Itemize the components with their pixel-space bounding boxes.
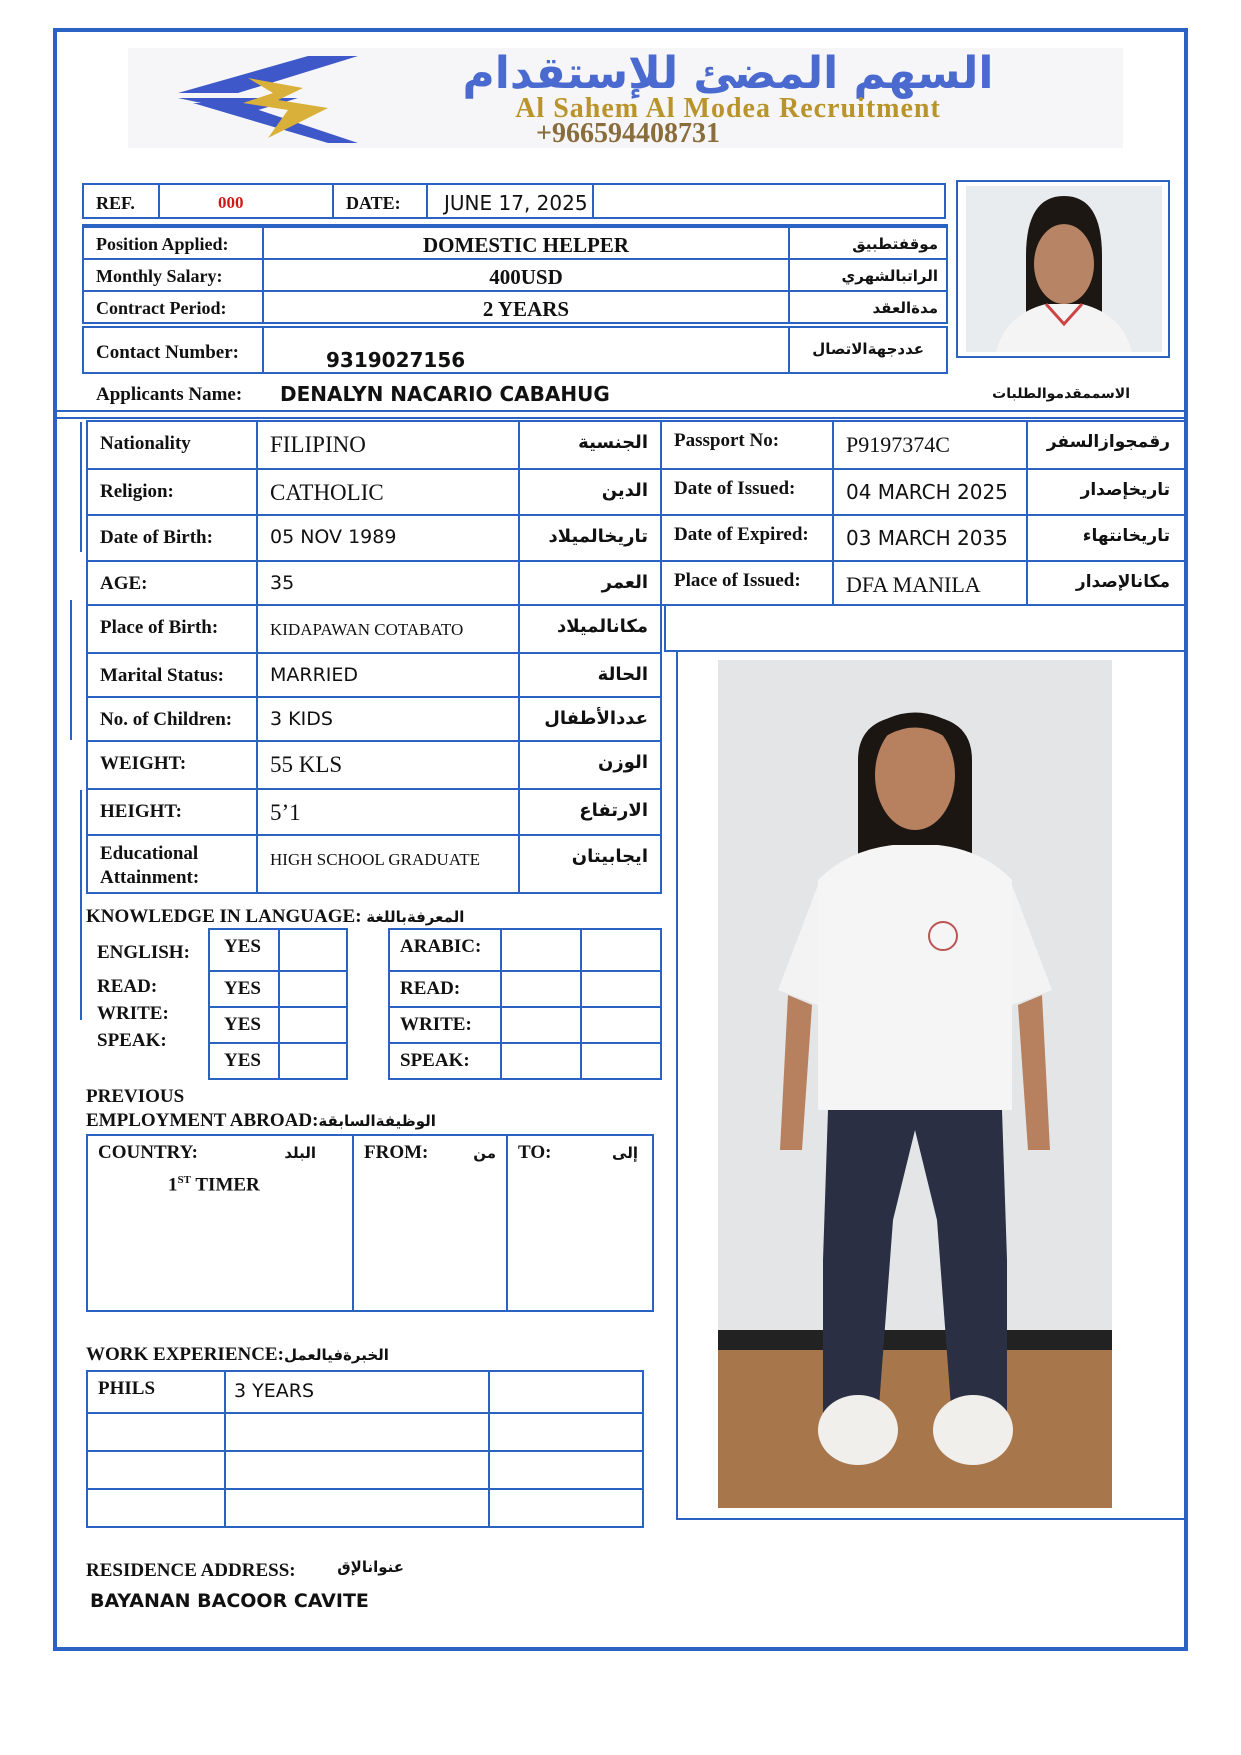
english-label: ENGLISH: — [97, 942, 190, 963]
top-row-arabic-cell — [788, 290, 948, 324]
arabic-skill-label: SPEAK: — [400, 1050, 470, 1071]
work-cell — [86, 1412, 226, 1452]
arabic-skill-label: WRITE: — [400, 1014, 472, 1035]
english-write-label: WRITE: — [97, 1003, 169, 1024]
work-cell — [86, 1488, 226, 1528]
employment-cell — [506, 1202, 654, 1240]
employment-cell — [86, 1166, 354, 1204]
personal-label-cell — [86, 740, 258, 790]
applicant-name-arabic: الاسممقدموالطلبات — [992, 386, 1130, 402]
passport-arabic-cell — [1026, 420, 1186, 470]
english-yes-cell — [208, 970, 280, 1008]
english-blank-cell — [278, 1042, 348, 1080]
english-yes-value: YES — [224, 1050, 261, 1071]
passport-value-cell — [832, 468, 1028, 516]
passport-label: Passport No: — [674, 430, 780, 451]
personal-value: CATHOLIC — [270, 480, 384, 505]
employment-cell — [506, 1274, 654, 1312]
personal-arabic-cell — [518, 740, 662, 790]
arabic-skill-label: ARABIC: — [400, 936, 482, 957]
personal-arabic: مكانالميلاد — [557, 616, 648, 637]
work-cell — [224, 1488, 490, 1528]
arabic-skill-label-cell — [388, 1006, 502, 1044]
contact-value-cell — [262, 326, 790, 374]
arabic-skill-label: READ: — [400, 978, 461, 999]
separator-line-2 — [53, 417, 1188, 419]
personal-arabic: الجنسية — [578, 432, 648, 453]
ref-label-cell: REF. — [82, 183, 160, 219]
date-label-cell: DATE: — [332, 183, 428, 219]
date-value: JUNE 17, 2025 — [444, 191, 588, 215]
arabic-blank-cell — [500, 970, 582, 1008]
top-row-label: Monthly Salary: — [96, 266, 223, 286]
left-margin-line — [80, 422, 82, 552]
work-cell — [488, 1370, 644, 1414]
top-row-label: Position Applied: — [96, 234, 229, 254]
passport-arabic-cell — [1026, 560, 1186, 606]
personal-arabic-cell — [518, 788, 662, 836]
personal-arabic-cell — [518, 468, 662, 516]
work-country: PHILS — [98, 1378, 156, 1399]
personal-value: KIDAPAWAN COTABATO — [270, 620, 464, 639]
employment-cell — [506, 1238, 654, 1276]
passport-value: P9197374C — [846, 432, 950, 457]
passport-value-cell — [832, 514, 1028, 562]
arabic-blank-cell — [500, 928, 582, 972]
left-margin-line-3 — [80, 790, 82, 1020]
personal-label-cell — [86, 468, 258, 516]
english-blank-cell — [278, 928, 348, 972]
contact-value: 9319027156 — [326, 348, 466, 372]
employment-cell — [352, 1238, 508, 1276]
top-row-arabic: موقفتطبيق — [852, 235, 938, 253]
personal-arabic-cell — [518, 652, 662, 698]
company-logo-arrow-icon — [148, 48, 378, 148]
arabic-blank-cell — [580, 1006, 662, 1044]
top-row-value: 400USD — [489, 265, 563, 289]
passport-value-cell — [832, 420, 1028, 470]
personal-value-cell — [256, 514, 520, 562]
personal-label: AGE: — [100, 573, 148, 594]
personal-label-cell — [86, 834, 258, 894]
personal-arabic-cell — [518, 514, 662, 562]
personal-label: Religion: — [100, 481, 174, 502]
personal-value: 5’1 — [270, 800, 301, 825]
personal-label: WEIGHT: — [100, 753, 187, 774]
passport-label-cell — [660, 420, 834, 470]
date-value-cell — [426, 183, 594, 219]
personal-value: 55 KLS — [270, 752, 343, 777]
english-yes-value: YES — [224, 978, 261, 999]
top-row-value-cell — [262, 226, 790, 260]
passport-arabic: تاريخإصدار — [1080, 480, 1170, 500]
personal-arabic-cell — [518, 604, 662, 654]
english-yes-cell — [208, 928, 280, 972]
language-title: KNOWLEDGE IN LANGUAGE: المعرفةباللغة — [86, 906, 465, 927]
company-phone: +966594408731 — [536, 118, 720, 149]
employment-title-1: PREVIOUS — [86, 1086, 185, 1107]
arabic-skill-label-cell — [388, 928, 502, 972]
passport-label: Date of Issued: — [674, 478, 796, 499]
employment-cell — [352, 1202, 508, 1240]
residence-value: BAYANAN BACOOR CAVITE — [90, 1590, 369, 1612]
top-row-arabic-cell — [788, 226, 948, 260]
ref-value-cell — [158, 183, 334, 219]
applicant-name-value: DENALYN NACARIO CABAHUG — [280, 382, 610, 406]
personal-label: Nationality — [100, 433, 191, 454]
personal-value-cell — [256, 468, 520, 516]
top-row-label-cell — [82, 258, 264, 292]
personal-value-cell — [256, 420, 520, 470]
ref-value: 000 — [218, 193, 244, 212]
passport-value-cell — [832, 560, 1028, 606]
employment-cell — [86, 1202, 354, 1240]
personal-label-cell — [86, 514, 258, 562]
employment-cell — [506, 1166, 654, 1204]
personal-label-cell — [86, 560, 258, 606]
personal-label-cell — [86, 604, 258, 654]
work-cell — [488, 1412, 644, 1452]
personal-label-cell — [86, 652, 258, 698]
employment-cell — [352, 1274, 508, 1312]
employment-cell — [86, 1238, 354, 1276]
residence-label-arabic: عنوانالإق — [337, 1558, 404, 1576]
personal-arabic: عددالأطفال — [544, 708, 648, 729]
passport-arabic: مكانالإصدار — [1075, 572, 1170, 592]
passport-arabic: رقمجوازالسفر — [1046, 432, 1170, 452]
top-row-label-cell — [82, 226, 264, 260]
separator-line — [53, 410, 1188, 412]
personal-label-cell — [86, 420, 258, 470]
work-cell — [488, 1488, 644, 1528]
contact-ar-cell: عددجهةالاتصال — [788, 326, 948, 374]
top-row-value: 2 YEARS — [482, 297, 570, 321]
personal-label: No. of Children: — [100, 709, 233, 730]
work-cell — [488, 1450, 644, 1490]
company-name-arabic: السهم المضئ للإستقدام — [462, 48, 994, 99]
passport-label: Date of Expired: — [674, 524, 809, 545]
english-speak-label: SPEAK: — [97, 1030, 167, 1051]
personal-value: MARRIED — [270, 664, 359, 686]
left-margin-line-2 — [70, 600, 72, 740]
personal-arabic-cell — [518, 420, 662, 470]
passport-value: 04 MARCH 2025 — [846, 480, 1008, 504]
personal-value: 05 NOV 1989 — [270, 526, 397, 548]
employment-to-header: TO: إلى — [506, 1134, 654, 1168]
english-yes-cell — [208, 1006, 280, 1044]
personal-value: HIGH SCHOOL GRADUATE — [270, 850, 480, 869]
top-row-arabic: الراتبالشهري — [841, 267, 938, 285]
personal-arabic: العمر — [601, 572, 648, 593]
english-yes-value: YES — [224, 1014, 261, 1035]
passport-arabic-cell — [1026, 468, 1186, 516]
personal-arabic-cell — [518, 560, 662, 606]
work-cell — [86, 1370, 226, 1414]
top-row-arabic: مدةالعقد — [872, 299, 938, 317]
work-cell — [224, 1370, 490, 1414]
work-years: 3 YEARS — [234, 1380, 314, 1402]
top-row-value-cell — [262, 258, 790, 292]
personal-arabic: الدين — [601, 480, 648, 501]
english-blank-cell — [278, 970, 348, 1008]
arabic-skill-label-cell — [388, 1042, 502, 1080]
passport-value: DFA MANILA — [846, 572, 981, 597]
arabic-skill-label-cell — [388, 970, 502, 1008]
personal-value-cell — [256, 740, 520, 790]
personal-arabic: الارتفاع — [579, 800, 648, 821]
top-row-label-cell — [82, 290, 264, 324]
passport-arabic-cell — [1026, 514, 1186, 562]
personal-label: HEIGHT: — [100, 801, 182, 822]
date-blank-cell — [592, 183, 946, 219]
passport-label-cell — [660, 468, 834, 516]
personal-label: Marital Status: — [100, 665, 225, 686]
english-yes-cell — [208, 1042, 280, 1080]
body-photo — [718, 660, 1112, 1508]
passport-label: Place of Issued: — [674, 570, 801, 591]
arabic-blank-cell — [500, 1006, 582, 1044]
applicant-name-label: Applicants Name: — [96, 384, 243, 405]
residence-label: RESIDENCE ADDRESS: — [86, 1560, 296, 1581]
personal-value-cell — [256, 696, 520, 742]
employment-cell — [352, 1166, 508, 1204]
personal-value-cell — [256, 560, 520, 606]
arabic-blank-cell — [500, 1042, 582, 1080]
work-cell — [86, 1450, 226, 1490]
top-row-label: Contract Period: — [96, 298, 227, 318]
work-cell — [224, 1412, 490, 1452]
employment-first-row: 1ST TIMER — [168, 1174, 260, 1196]
personal-arabic: الوزن — [598, 752, 648, 773]
english-yes-value: YES — [224, 936, 261, 957]
top-row-arabic-cell — [788, 258, 948, 292]
english-read-label: READ: — [97, 976, 158, 997]
passport-label-cell — [660, 514, 834, 562]
english-blank-cell — [278, 1006, 348, 1044]
arabic-blank-cell — [580, 970, 662, 1008]
personal-label: Educational Attainment: — [100, 843, 200, 888]
employment-country-header: COUNTRY: البلد — [86, 1134, 354, 1168]
personal-arabic: ايجابيتان — [571, 846, 648, 867]
header-banner — [128, 48, 1123, 148]
work-title: WORK EXPERIENCE:الخبرةفيالعمل — [86, 1344, 389, 1365]
employment-title-2: EMPLOYMENT ABROAD:الوظيفةالسابقة — [86, 1110, 436, 1131]
personal-value-cell — [256, 652, 520, 698]
personal-label: Date of Birth: — [100, 527, 213, 548]
passport-blank-cell — [664, 604, 1186, 652]
personal-value-cell — [256, 834, 520, 894]
company-name-english: Al Sahem Al Modea Recruitment — [515, 93, 941, 124]
top-row-value-cell — [262, 290, 790, 324]
personal-label-cell — [86, 696, 258, 742]
contact-label-cell: Contact Number: — [82, 326, 264, 374]
arabic-blank-cell — [580, 928, 662, 972]
personal-label-cell — [86, 788, 258, 836]
passport-value: 03 MARCH 2035 — [846, 526, 1008, 550]
employment-cell — [86, 1274, 354, 1312]
personal-arabic: تاريخالميلاد — [548, 526, 648, 547]
passport-label-cell — [660, 560, 834, 606]
personal-value: FILIPINO — [270, 432, 366, 457]
employment-from-header: FROM: من — [352, 1134, 508, 1168]
passport-arabic: تاريخانتهاء — [1082, 526, 1170, 546]
arabic-blank-cell — [580, 1042, 662, 1080]
top-row-value: DOMESTIC HELPER — [423, 233, 629, 257]
head-photo — [966, 186, 1162, 352]
personal-value: 3 KIDS — [270, 708, 333, 730]
work-cell — [224, 1450, 490, 1490]
personal-value-cell — [256, 604, 520, 654]
personal-arabic-cell — [518, 696, 662, 742]
personal-value: 35 — [270, 572, 295, 594]
personal-label: Place of Birth: — [100, 617, 219, 638]
personal-arabic: الحالة — [597, 664, 648, 685]
personal-value-cell — [256, 788, 520, 836]
personal-arabic-cell — [518, 834, 662, 894]
